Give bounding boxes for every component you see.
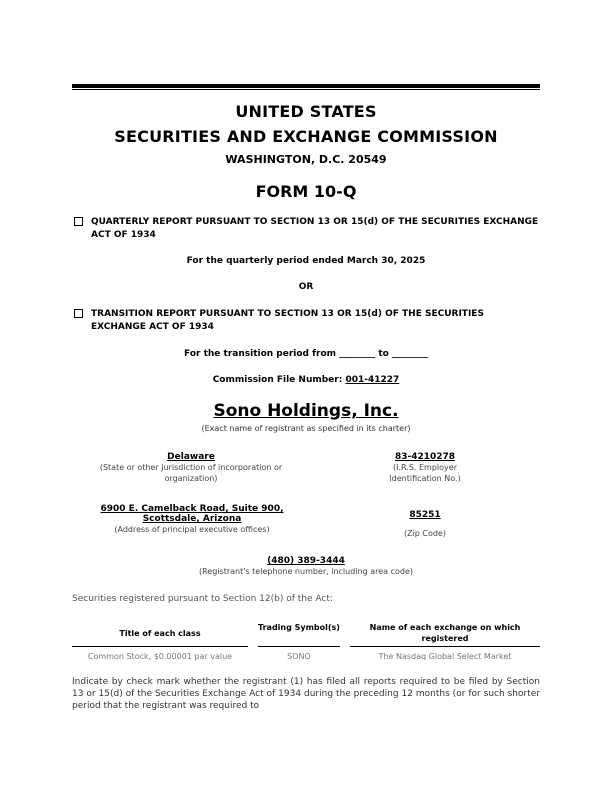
address-block	[72, 504, 312, 535]
ein-note: (I.R.S. Employer Identification No.)	[389, 463, 461, 483]
address-note: (Address of principal executive offices)	[114, 525, 270, 534]
ein-value: 83-4210278	[394, 452, 456, 462]
col-exchange-rule	[350, 646, 540, 647]
phone-block	[72, 556, 540, 577]
registered-intro: Securities registered pursuant to Section 12(b) of the Act:	[72, 594, 333, 604]
state-note: (State or other jurisdiction of incorporation or organization)	[99, 463, 283, 483]
zip-note: (Zip Code)	[403, 529, 447, 538]
col-exchange-header: Name of each exchange on which registered	[369, 623, 521, 643]
col-symbol-header: Trading Symbol(s)	[258, 623, 340, 632]
zip-block	[370, 510, 480, 539]
quarterly-checkbox[interactable]	[74, 217, 83, 226]
transition-text: TRANSITION REPORT PURSUANT TO SECTION 13 OR 15(d) OF THE SECURITIES EXCHANGE ACT OF 1934	[91, 309, 484, 332]
row-exchange: The Nasdaq Global Select Market	[378, 652, 512, 661]
state-block	[96, 452, 286, 484]
company-name: Sono Holdings, Inc.	[213, 401, 399, 421]
quarterly-period: For the quarterly period ended March 30, 2025	[186, 256, 426, 266]
quarterly-text: QUARTERLY REPORT PURSUANT TO SECTION 13 OR 15(d) OF THE SECURITIES EXCHANGE ACT OF 1934	[91, 217, 539, 240]
company-name-note: (Exact name of registrant as specified in its charter)	[201, 424, 411, 433]
state-value: Delaware	[167, 452, 215, 462]
agency-line-2: SECURITIES AND EXCHANGE COMMISSION	[114, 127, 498, 146]
transition-period: For the transition period from ________ to ________	[184, 349, 428, 359]
phone-value: (480) 389-3444	[267, 556, 345, 566]
col-symbol-rule	[258, 646, 340, 647]
header-rule-thick	[72, 84, 540, 88]
commission-file	[72, 375, 540, 385]
header-rule-thin	[72, 89, 540, 90]
ein-block	[370, 452, 480, 484]
or-separator: OR	[298, 282, 314, 292]
agency-line-1: UNITED STATES	[235, 102, 377, 121]
col-title-header: Title of each class	[119, 629, 201, 638]
closing-paragraph: Indicate by check mark whether the registrant (1) has filed all reports required to be filed by Section 13 or 15(d) of the Securities Exchange Act of 1934 during the preceding 12 months (or for such shorter period that the registrant was required to	[72, 677, 540, 711]
phone-note: (Registrant's telephone number, including area code)	[198, 567, 414, 576]
agency-address: WASHINGTON, D.C. 20549	[225, 153, 387, 166]
commission-label: Commission File Number:	[212, 375, 346, 385]
row-symbol: SONO	[287, 652, 311, 661]
address-value: 6900 E. Camelback Road, Suite 900, Scottsdale, Arizona	[100, 504, 284, 524]
col-title-rule	[72, 646, 248, 647]
zip-value: 85251	[409, 510, 441, 520]
form-title: FORM 10-Q	[255, 182, 357, 201]
transition-checkbox[interactable]	[74, 309, 83, 318]
row-title: Common Stock, $0.00001 par value	[87, 652, 233, 661]
commission-number: 001-41227	[345, 375, 400, 385]
